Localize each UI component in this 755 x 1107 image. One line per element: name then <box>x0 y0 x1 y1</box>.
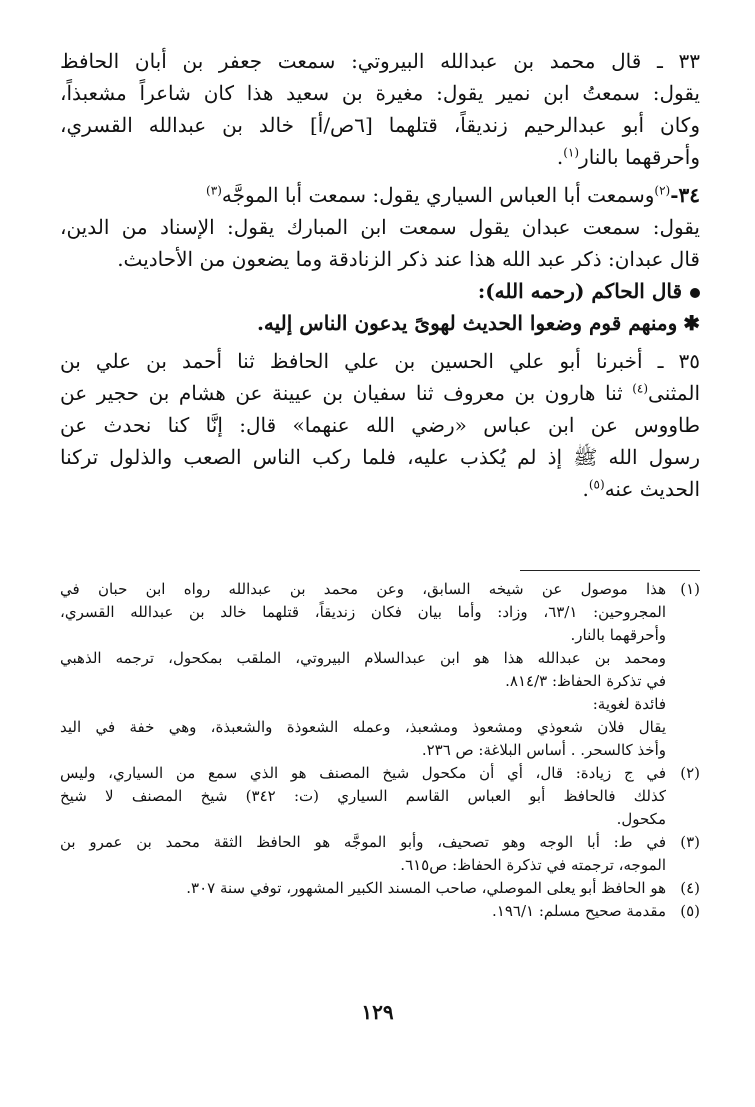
p35-line-3: طاووس عن ابن عباس «رضي الله عنهما» قال: إنَّا كنا نحدث عن <box>60 413 700 437</box>
footnote-5: (٥) مقدمة صحيح مسلم: ١٩٦/١. <box>492 902 700 920</box>
p33-line-2: يقول: سمعتُ ابن نمير يقول: مغيرة بن سعيد هذا كان شاعراً مشعبذاً، <box>60 81 700 105</box>
footnote-ref-4: (٤) <box>632 381 649 396</box>
main-text <box>60 45 700 505</box>
footnote-divider <box>520 570 700 571</box>
footnote-ref-3: (٣) <box>206 183 222 198</box>
footnote-1-extra: ومحمد بن عبدالله هذا هو ابن عبدالسلام البيروتي، الملقب بمكحول، ترجمه الذهبي في تذكرة الحفاظ: ٨١٤/٣. فائدة لغوية: يقال فلان شعوذي ومشعوذ ومشعبذ، وعمله الشعوذة والشعبذة، وهي خفة في اليد وأخذ كالسحر. . أساس البلاغة: ص ٢٣٦. <box>60 649 666 759</box>
page-number: ١٢٩ <box>361 1000 394 1024</box>
p35-line-4: رسول الله ﷺ إذ لم يُكذب عليه، فلما ركب الناس الصعب والذلول تركنا <box>60 445 700 469</box>
footnote-3: (٣) في ط: أبا الوجه وهو تصحيف، وأبو الموجَّه هو الحافظ الثقة محمد بن عمرو بن الموجه، ترجمته في تذكرة الحفاظ: ص٦١٥. <box>60 833 700 874</box>
p35-line-1: ٣٥ ـ أخبرنا أبو علي الحسين بن علي الحافظ ثنا أحمد بن علي بن <box>60 349 700 373</box>
hakim-heading: قال الحاكم (رحمه الله): <box>60 275 700 307</box>
p35-line-2: المثنى$^{(٤)}$ ثنا هارون بن معروف ثنا سفيان بن عيينة عن هشام بن حجير عن <box>60 381 700 405</box>
footnote-ref-1: (١) <box>563 145 580 160</box>
footnote-2: (٢) في ج زيادة: قال، أي أن مكحول شيخ المصنف هو الذي سمع من السياري، وليس كذلك فالحافظ أبو العباس القاسم السياري (ت: ٣٤٢) شيخ المصنف لا شيخ مكحول. <box>60 764 700 828</box>
p34-line-2: يقول: سمعت عبدان يقول سمعت ابن المبارك يقول: الإسناد من الدين، <box>60 215 700 239</box>
footnote-ref-5: (٥) <box>588 477 605 492</box>
p34-line-3: قال عبدان: ذكر عبد الله هذا عند ذكر الزنادقة وما يضعون من الأحاديث. <box>117 247 700 271</box>
p34-line-1: ٣٤-$^{(٢)}$وسمعت أبا العباس السياري يقول: سمعت أبا الموجَّه$^{(٣)}$ <box>206 183 700 207</box>
p33-line-4: وأحرقهما بالنار$^{(١)}$. <box>556 145 700 169</box>
p33-line-3: وكان أبو عبدالرحيم زنديقاً، قتلهما [٦ص/أ] خالد بن عبدالله القسري، <box>60 113 700 137</box>
footnote-4: (٤) هو الحافظ أبو يعلى الموصلي، صاحب المسند الكبير المشهور، توفي سنة ٣٠٧. <box>186 879 700 897</box>
asterisk-icon: ✱ <box>683 311 700 335</box>
star-heading: ✱ومنهم قوم وضعوا الحديث لهوىً يدعون الناس إليه. <box>256 311 700 335</box>
footnote-1: (١) هذا موصول عن شيخه السابق، وعن محمد بن عبدالله رواه ابن حبان في المجروحين: ٦٣/١، وزاد: وأما بيان فكان زنديقاً، قتلهما خالد بن عبدالله القسري، وأحرقهما بالنار. <box>60 580 700 644</box>
footnotes <box>60 578 700 923</box>
bullet-icon <box>690 288 700 298</box>
p35-line-5: الحديث عنه$^{(٥)}$. <box>582 477 700 501</box>
p33-line-1: ٣٣ ـ قال محمد بن عبدالله البيروتي: سمعت جعفر بن أبان الحافظ <box>60 49 700 73</box>
